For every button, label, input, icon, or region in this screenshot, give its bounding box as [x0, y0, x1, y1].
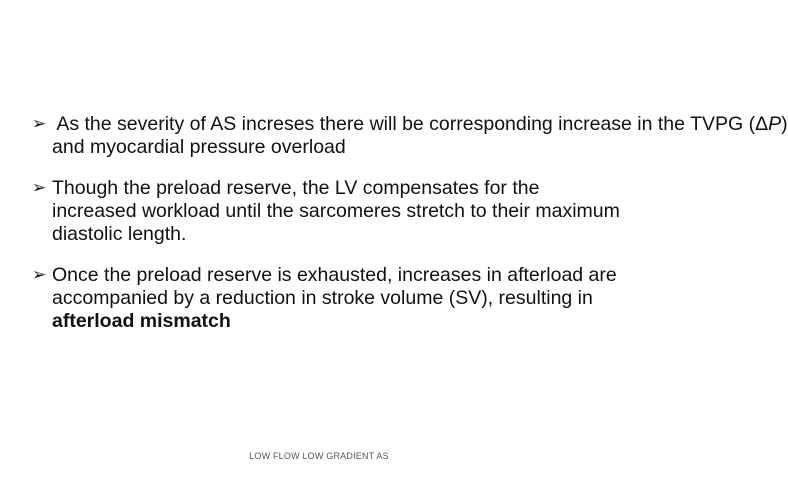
- slide-footer: LOW FLOW LOW GRADIENT AS: [249, 451, 389, 461]
- arrow-bullet-icon: ➢: [32, 265, 47, 285]
- bullet-list: [32, 113, 788, 351]
- arrow-bullet-icon: ➢: [32, 114, 47, 134]
- bullet-item-preload: [32, 177, 622, 246]
- bullet-item-exhausted: [32, 264, 622, 333]
- pressure-symbol: P: [768, 113, 782, 135]
- arrow-bullet-icon: ➢: [32, 178, 47, 198]
- bullet-text-exhausted: Once the preload reserve is exhausted, increases in afterload are accompanied by a reduction in stroke volume (SV), resulting in: [52, 264, 617, 309]
- afterload-mismatch-term: afterload mismatch: [52, 310, 231, 332]
- bullet-item-severity: [32, 113, 788, 159]
- bullet-text-severity-end: ) and myocardial pressure overload: [52, 113, 788, 158]
- bullet-text-preload: Though the preload reserve, the LV compensates for the increased workload until the sarcomeres stretch to their maximum diastolic length.: [52, 177, 620, 245]
- bullet-text-severity-start: As the severity of AS increses there will be corresponding increase in the TVPG (Δ: [52, 113, 769, 135]
